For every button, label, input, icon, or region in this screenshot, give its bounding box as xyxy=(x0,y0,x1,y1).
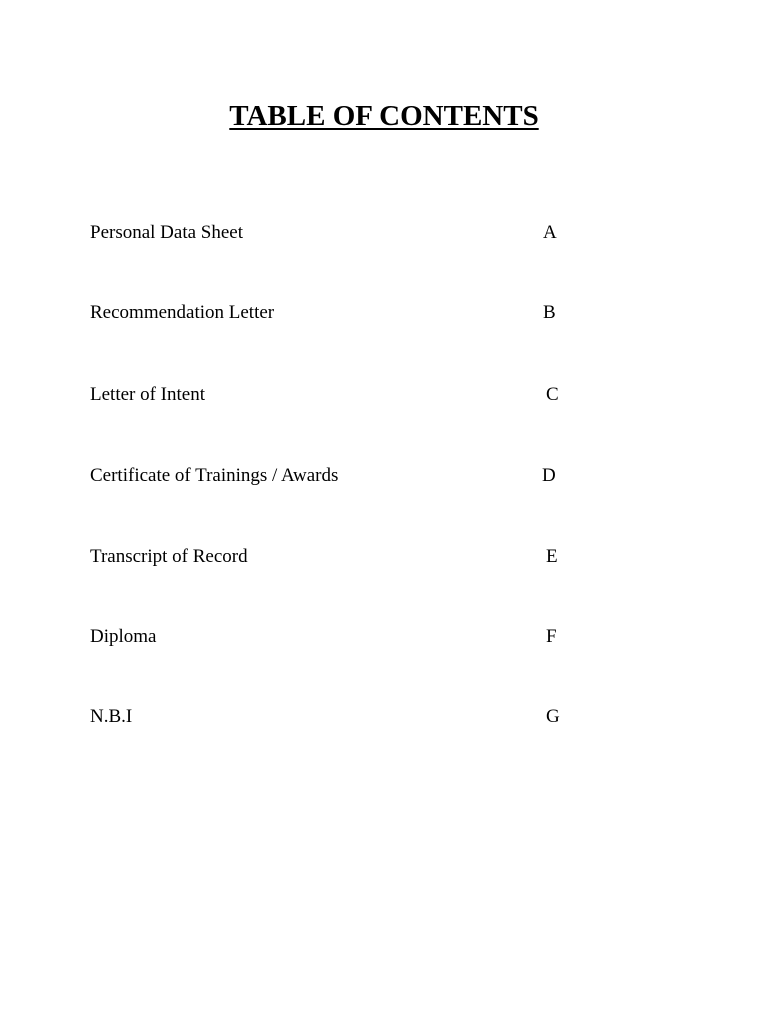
toc-entry-label: Diploma xyxy=(90,626,157,647)
toc-entry-letter: D xyxy=(542,465,556,486)
toc-entry-letter: F xyxy=(546,626,557,647)
toc-entry-label: Transcript of Record xyxy=(90,546,248,567)
toc-entry-letter: A xyxy=(543,222,557,243)
toc-entry xyxy=(90,625,590,649)
toc-entry xyxy=(90,383,590,407)
toc-entry-label: Recommendation Letter xyxy=(90,302,275,323)
toc-entry-letter: E xyxy=(546,546,558,567)
toc-entry-letter: B xyxy=(543,302,556,323)
toc-entry xyxy=(90,221,590,245)
toc-entry xyxy=(90,705,590,729)
toc-entry-label: Personal Data Sheet xyxy=(90,222,244,243)
toc-entry-label: Certificate of Trainings / Awards xyxy=(90,465,339,486)
toc-entry xyxy=(90,464,590,488)
toc-entry-label: N.B.I xyxy=(90,706,133,727)
page-title: TABLE OF CONTENTS xyxy=(229,100,539,132)
toc-entry-label: Letter of Intent xyxy=(90,384,206,405)
toc-entry-letter: C xyxy=(546,384,559,405)
toc-entry-letter: G xyxy=(546,706,560,727)
toc-entry xyxy=(90,301,590,325)
toc-entry xyxy=(90,545,590,569)
